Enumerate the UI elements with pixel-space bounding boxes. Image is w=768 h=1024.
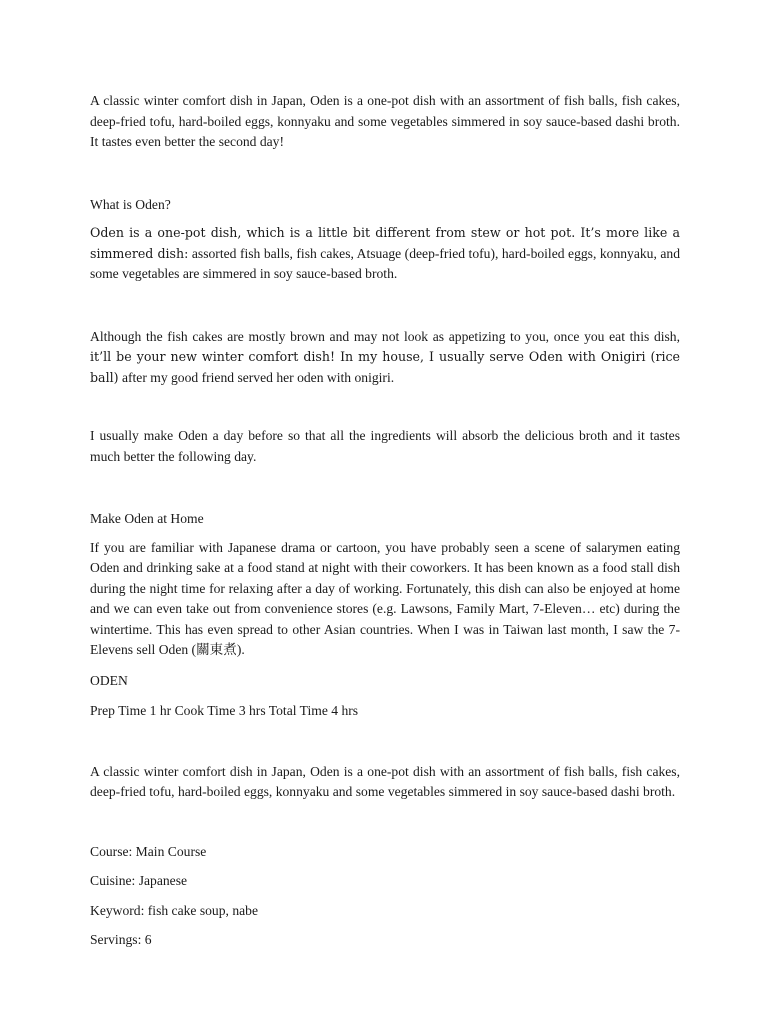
recipe-keyword: Keyword: fish cake soup, nabe xyxy=(90,902,258,918)
paragraph-fish-cakes-lead: Although the fish cakes are mostly brown and may not look as appetizing to you, once you eat this dish, xyxy=(90,328,680,344)
intro-paragraph: A classic winter comfort dish in Japan, Oden is a one-pot dish with an assortment of fish balls, fish cakes, deep-fried tofu, hard-boiled eggs, konnyaku and some vegetables simmered in soy sauce-based dashi broth. It tastes even better the second day! xyxy=(90,93,680,149)
paragraph-what-is-oden-lead: Oden is a one-pot dish, which is a little bit different from stew or hot pot. It’s more like a simmered dish: xyxy=(90,225,680,261)
recipe-title: ODEN xyxy=(90,672,128,688)
recipe-course: Course: Main Course xyxy=(90,843,207,859)
section-heading-make-oden-at-home: Make Oden at Home xyxy=(90,511,204,526)
section-heading-what-is-oden: What is Oden? xyxy=(90,196,171,212)
paragraph-fish-cakes-end: after my good friend served her oden with onigiri. xyxy=(118,369,395,385)
recipe-times: Prep Time 1 hr Cook Time 3 hrs Total Time 4 hrs xyxy=(90,703,359,718)
paragraph-fish-cakes-middle: it’ll be your new winter comfort dish! In my house, I usually serve Oden with Onigiri (rice ball) xyxy=(90,349,680,385)
paragraph-what-is-oden xyxy=(90,223,680,285)
document-page xyxy=(90,91,680,960)
recipe-summary: A classic winter comfort dish in Japan, Oden is a one-pot dish with an assortment of fish balls, fish cakes, deep-fried tofu, hard-boiled eggs, konnyaku and some vegetables simmered in soy sauce-based dashi broth. xyxy=(90,763,680,799)
recipe-servings: Servings: 6 xyxy=(90,932,152,947)
paragraph-make-at-home: If you are familiar with Japanese drama or cartoon, you have probably seen a scene of salarymen eating Oden and drinking sake at a food stand at night with their coworkers. It has been known as a food stall dish during the night time for relaxing after a day of working. Fortunately, this dish can also be enjoyed at home and we can even take out from convenience stores (e.g. Lawsons, Family Mart, 7-Eleven… etc) during the wintertime. This has even spread to other Asian countries. When I was in Taiwan last month, I saw the 7-Elevens sell Oden (關東煮). xyxy=(90,539,680,657)
paragraph-day-before: I usually make Oden a day before so that all the ingredients will absorb the delicious broth and it tastes much better the following day. xyxy=(90,428,680,464)
paragraph-fish-cakes xyxy=(90,327,680,389)
recipe-cuisine: Cuisine: Japanese xyxy=(90,873,188,888)
paragraph-what-is-oden-rest: assorted fish balls, fish cakes, Atsuage (deep-fried tofu), hard-boiled eggs, konnyaku, and some vegetables are simmered in soy sauce-based broth. xyxy=(90,245,681,281)
